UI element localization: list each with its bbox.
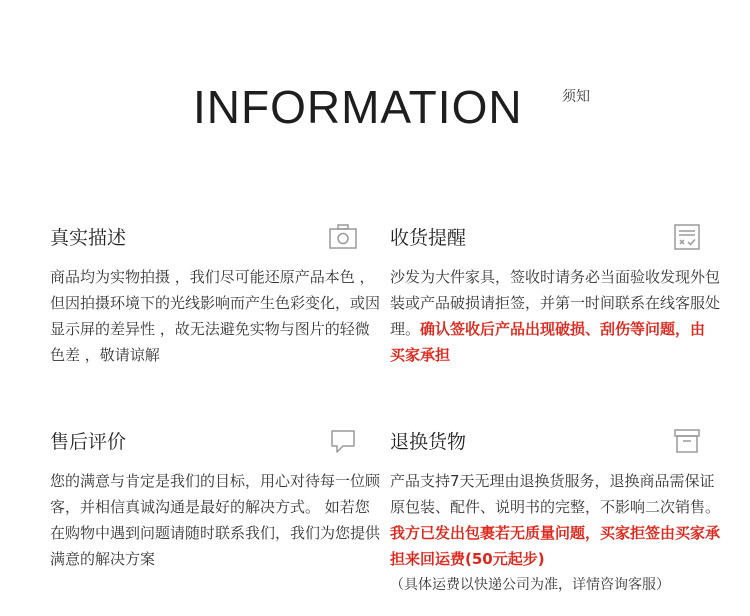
section-returns — [390, 430, 720, 600]
page-title: INFORMATION — [193, 81, 523, 133]
camera-icon — [328, 222, 358, 252]
section-body: 产品支持7天无理由退换货服务，退换商品需保证原包装、配件、说明书的完整，不影响二次销售。我方已发出包裹若无质量问题，买家拒签由买家承担来回运费(50元起步) （具体运费以快递公司为准，详情咨询客服） — [390, 468, 720, 598]
page-subtitle: 须知 — [562, 89, 590, 105]
section-title: 售后评价 — [50, 431, 127, 453]
checklist-icon — [672, 222, 702, 252]
section-body: 商品均为实物拍摄 ，我们尽可能还原产品本色 ，但因拍摄环境下的光线影响而产生色彩变化，或因显示屏的差异性 ，故无法避免实物与图片的轻微色差 ，敬请谅解 — [50, 268, 381, 364]
section-title: 收货提醒 — [390, 227, 467, 249]
section-title: 退换货物 — [390, 431, 467, 453]
section-highlight: 我方已发出包裹若无质量问题，买家拒签由买家承担来回运费(50元起步) — [390, 524, 721, 568]
box-icon — [672, 426, 702, 456]
section-highlight: 确认签收后产品出现破损、刮伤等问题，由买家承担 — [390, 320, 706, 364]
chat-bubble-icon — [328, 426, 358, 456]
section-body: 您的满意与肯定是我们的目标，用心对待每一位顾客，并相信真诚沟通是最好的解决方式。 如若您在购物中遇到问题请随时联系我们，我们为您提供满意的解决方案 — [50, 472, 381, 568]
page-header — [0, 80, 750, 140]
section-delivery-reminder — [390, 226, 720, 376]
section-title: 真实描述 — [50, 227, 127, 249]
section-note: （具体运费以快递公司为准，详情咨询客服） — [390, 577, 670, 593]
section-body: 沙发为大件家具，签收时请务必当面验收发现外包装或产品破损请拒签，并第一时间联系在线客服处理。确认签收后产品出现破损、刮伤等问题，由买家承担 — [390, 268, 721, 364]
section-real-description — [50, 226, 380, 376]
section-after-sales — [50, 430, 380, 580]
